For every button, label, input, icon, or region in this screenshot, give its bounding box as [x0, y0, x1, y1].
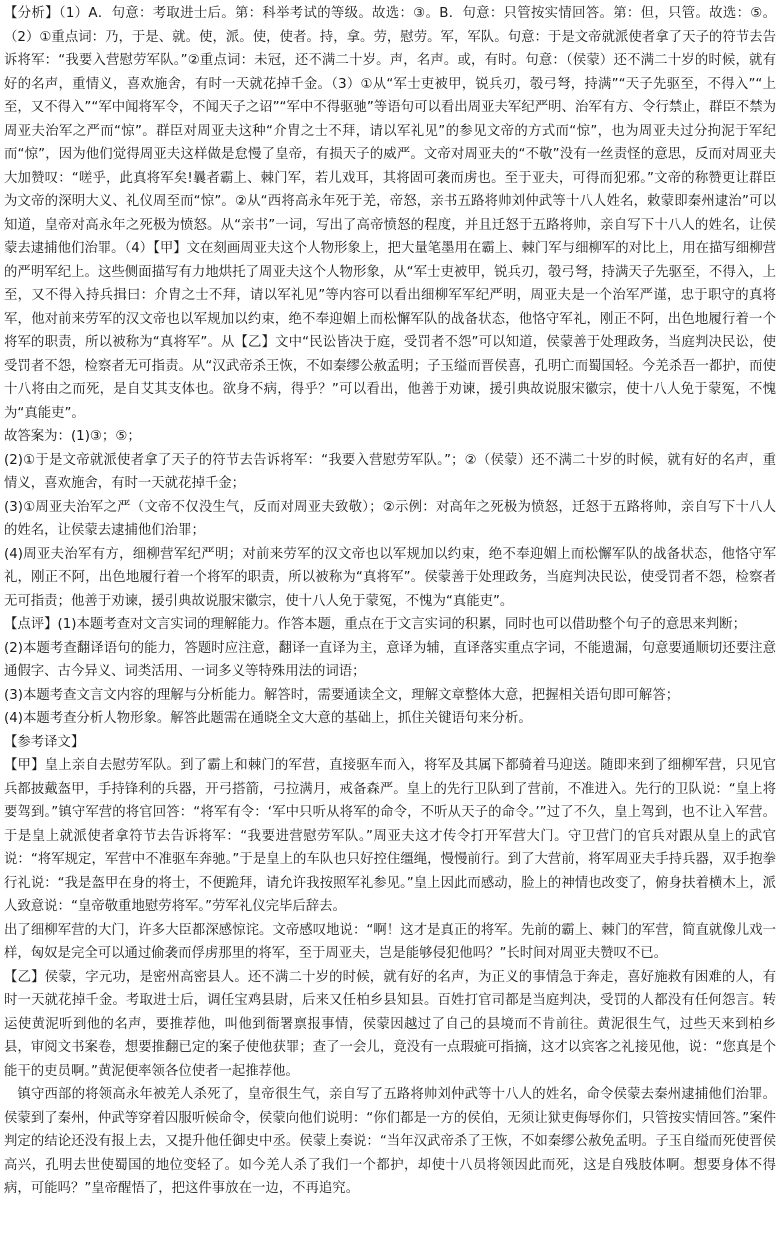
comment-line-2: (2)本题考查翻译语句的能力，答题时应注意，翻译一直译为主，意译为辅，直译落实重点字词，不能遗漏，句意要通顺切还要注意通假字、古今异义、词类活用、一词多义等特殊用法的词语； — [4, 640, 776, 679]
reference-translation-yi-paragraph: 【乙】侯蒙，字元功，是密州高密县人。还不满二十岁的时候，就有好的名声，为正义的事情急于奔走，喜好施救有困难的人，有时一天就花掉千金。考取进士后，调任宝鸡县尉，后来又任柏乡县知县。百姓打官司都是当庭判决，受罚的人都没有任何怨言。转运使黄泥听到他的名声，要推荐他，叫他到衙署禀报事情，侯蒙因越过了自己的县境而不肯前往。黄泥很生气，过些天来到柏乡县，审阅文书案卷，想要推翻已定的案子使他获罪；查了一会儿，竟没有一点瑕疵可指摘，这才以宾客之礼接见他，说：“您真是个能干的吏员啊。”黄泥便率领各位使者一起推荐他。 — [4, 969, 776, 1079]
reference-translation-jia-paragraph-2: 出了细柳军营的大门，许多大臣都深感惊诧。文帝感叹地说：“啊！这才是真正的将军。先前的霸上、棘门的军营，简直就像儿戏一样，匈奴是完全可以通过偷袭而俘虏那里的将军，至于周亚夫，岂是能够侵犯他吗？”长时间对周亚夫赞叹不已。 — [4, 922, 776, 961]
analysis-paragraph: 【分析】（1）A．句意：考取进士后。第：科举考试的等级。故选：③。B．句意：只管按实情回答。第：但，只管。故选：⑤。（2）①重点词：乃，于是、就。使，派。使，使者。持，拿。劳，慰劳。军，军队。句意：于是文帝就派使者拿了天子的符节去告诉将军：“我要入营慰劳军队。”②重点词：未冠，还不满二十岁。声，名声。或，有时。句意：（侯蒙）还不满二十岁的时候，就有好的名声，重情义，喜欢施舍，有时一天就花掉千金。（3）①从“军士吏被甲，锐兵刃，彀弓弩，持满”“天子先驱至，不得入”“上至，又不得入”“军中闻将军令，不闻天子之诏”“军中不得驱驰”等语句可以看出周亚夫军纪严明、治军有方、令行禁止，群臣不禁为周亚夫治军之严而“惊”。群臣对周亚夫这种“介胄之士不拜，请以军礼见”的参见文帝的方式而“惊”，也为周亚夫过分拘泥于军纪而“惊”，因为他们觉得周亚夫这样做是怠慢了皇帝，有损天子的威严。文帝对周亚夫的“不敬”没有一丝责怪的意思，反而对周亚夫大加赞叹：“嗟乎，此真将军矣!曩者霸上、棘门军，若儿戏耳，其将固可袭而虏也。至于亚夫，可得而犯邪。”文帝的称赞更让群臣为文帝的深明大义、礼仪周至而“惊”。②从“西将高永年死于羌，帝怒，亲书五路将帅刘仲武等十八人姓名，敕蒙即秦州逮治”可以知道，皇帝对高永年之死极为愤怒。从“亲书”一词，写出了高帝愤怒的程度，并且迁怒于五路将帅，亲自写下十八人的姓名，让侯蒙去逮捕他们治罪。（4）【甲】文在刻画周亚夫这个人物形象上，把大量笔墨用在霸上、棘门军与细柳军的对比上，用在描写细柳营的严明军纪上。这些侧面描写有力地烘托了周亚夫这个人物形象，从“军士吏被甲，锐兵刃，彀弓弩，持满天子先驱至，不得入，上至，又不得入持兵揖曰：介胄之士不拜，请以军礼见”等内容可以看出细柳军军纪严明，周亚夫是一个治军严谨，忠于职守的真将军，他对前来劳军的汉文帝也以军规加以约束，绝不奉迎媚上而松懈军队的战备状态，他恪守军礼，刚正不阿，出色地履行着一个将军的职责，所以被称为“真将军”。从【乙】文中“民讼皆决于庭，受罚者不怨”可以知道，侯蒙善于处理政务，当庭判决民讼，使受罚者不怨，检察者无可指责。从“汉武帝杀王恢，不如秦缪公赦孟明；子玉缢而晋侯喜，孔明亡而蜀国轻。今羌杀吾一都护，而使十八将由之而死，是自艾其支体也。欲身不病，得乎？”可以看出，他善于劝谏，援引典故说服宋徽宗，使十八人免于蒙冤，不愧为“真能吏”。 — [4, 6, 776, 421]
comment-line-3: (3)本题考查文言文内容的理解与分析能力。解答时，需要通读全文，理解文章整体大意，把握相关语句即可解答； — [4, 687, 680, 703]
answer-line-3: (3)①周亚夫治军之严（文帝不仅没生气，反而对周亚夫致敬）；②示例：对高年之死极为愤怒，迁怒于五路将帅，亲自写下十八人的姓名，让侯蒙去逮捕他们治罪； — [4, 499, 776, 538]
answer-line-4: (4)周亚夫治军有方，细柳营军纪严明；对前来劳军的汉文帝也以军规加以约束，绝不奉迎媚上而松懈军队的战备状态，他恪守军礼，刚正不阿，出色地履行着一个将军的职责，所以被称为“真将军”。侯蒙善于处理政务，当庭判决民讼，使受罚者不怨，检察者无可指责；他善于劝谏，援引典故说服宋徽宗，使十八人免于蒙冤，不愧为“真能吏”。 — [4, 546, 776, 609]
answer-line-1: 故答案为：(1)③；⑤； — [4, 429, 141, 444]
reference-translation-yi-last-paragraph: 镇守西部的将领高永年被羌人杀死了，皇帝很生气，亲自写了五路将帅刘仲武等十八人的姓名，命令侯蒙去秦州逮捕他们治罪。侯蒙到了秦州，仲武等穿着囚服听候命令，侯蒙向他们说明：“你们都是一方的侯伯，无须让狱吏侮辱你们，只管按实情回答。”案件判定的结论还没有报上去，又提升他任御史中丞。侯蒙上奏说：“当年汉武帝杀了王恢，不如秦缪公赦免孟明。子玉自缢而死使晋侯高兴，孔明去世使蜀国的地位变轻了。如今羌人杀了我们一个都护，却使十八员将领因此而死，这是自残肢体啊。想要身体不得病，可能吗？”皇帝醒悟了，把这件事放在一边，不再追究。 — [4, 1087, 776, 1196]
reference-translation-jia-paragraph-1: 【甲】皇上亲自去慰劳军队。到了霸上和棘门的军营，直接驱车而入，将军及其属下都骑着马迎送。随即来到了细柳军营，只见官兵都披戴盔甲，手持锋利的兵器，开弓搭箭，弓拉满月，戒备森严。皇上的先行卫队到了营前，不准进入。先行的卫队说：“皇上将要驾到。”镇守军营的将官回答：“将军有令：‘军中只听从将军的命令，不听从天子的命令。’”过了不久，皇上驾到，也不让入军营。于是皇上就派使者拿符节去告诉将军：“我要进营慰劳军队。”周亚夫这才传令打开军营大门。守卫营门的官兵对跟从皇上的武官说：“将军规定，军营中不准驱车奔驰。”于是皇上的车队也只好控住缰绳，慢慢前行。到了大营前，将军周亚夫手持兵器，双手抱拳行礼说：“我是盔甲在身的将士，不便跪拜，请允许我按照军礼参见。”皇上因此而感动，脸上的神情也改变了，俯身扶着横木上，派人致意说：“皇帝敬重地慰劳将军。”劳军礼仪完毕后辞去。 — [4, 758, 776, 914]
comment-line-1: 【点评】(1)本题考查对文言实词的理解能力。作答本题，重点在于文言实词的积累，同时也可以借助整个句子的意思来判断； — [4, 617, 747, 632]
answer-line-2: (2)①于是文帝就派使者拿了天子的符节去告诉将军：“我要入营慰劳军队。”；②（侯蒙）还不满二十岁的时候，就有好的名声，重情义，喜欢施舍，有时一天就花掉千金； — [4, 452, 776, 491]
comment-line-4: (4)本题考查分析人物形象。解答此题需在通晓全文大意的基础上，抓住关键语句来分析。 — [4, 711, 532, 726]
reference-translation-heading: 【参考译文】 — [4, 734, 85, 750]
